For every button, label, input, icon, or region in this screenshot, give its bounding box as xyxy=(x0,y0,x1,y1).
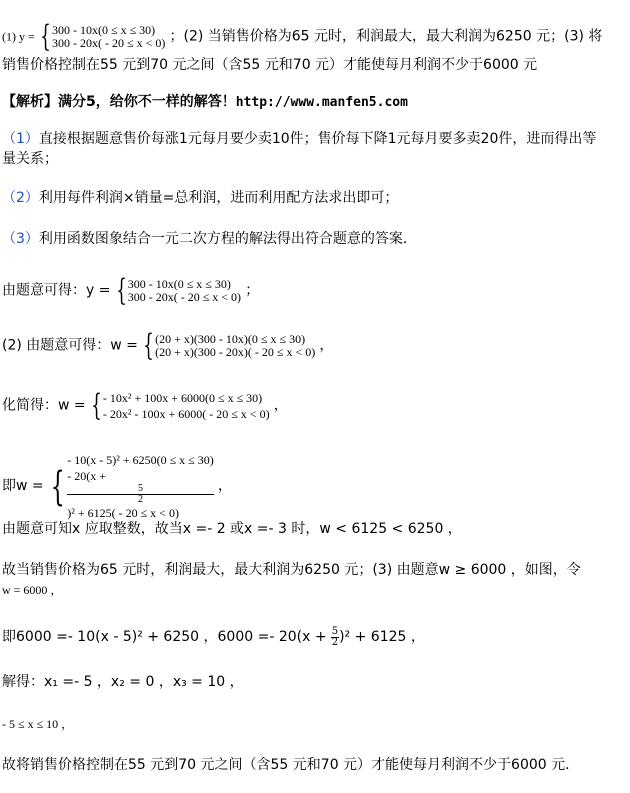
hint-number: （2） xyxy=(2,190,39,206)
case-2: 300 - 20x( - 20 ≤ x < 0) xyxy=(127,290,242,304)
step-label: 化简得：w = xyxy=(2,397,86,414)
piecewise-cases xyxy=(155,333,315,359)
left-brace: { xyxy=(115,273,127,308)
hint-text: 利用每件利润×销量=总利润，进而利用配方法求出即可； xyxy=(38,190,399,206)
answer-part1: (1) y = xyxy=(2,29,35,44)
step-end: ， xyxy=(273,397,288,414)
solution-step-3 xyxy=(2,390,288,422)
piecewise-cases xyxy=(103,390,270,422)
case-1: - 10(x - 5)² + 6250(0 ≤ x ≤ 30) xyxy=(67,453,214,467)
hint-number: （3） xyxy=(2,231,39,247)
hint-text: 直接根据题意售价每涨1元每月要少卖10件；售价每下降1元每月要多卖20件，进而得出等 xyxy=(38,131,597,147)
left-brace: { xyxy=(143,328,154,363)
step-label: 即w = xyxy=(2,478,44,494)
step-end: ； xyxy=(245,282,260,299)
case-2: 300 - 20x( - 20 ≤ x < 0) xyxy=(52,36,166,50)
hint-3 xyxy=(2,230,417,248)
hint-1-cont: 量关系； xyxy=(2,151,58,167)
left-brace: { xyxy=(50,463,65,510)
step-label: (2) 由题意可得：w = xyxy=(2,337,138,354)
hint-2 xyxy=(2,189,398,207)
step-end: ， xyxy=(319,337,334,354)
case-1: - 10x² + 100x + 6000(0 ≤ x ≤ 30) xyxy=(102,391,263,405)
fraction: $\frac{5}{2}$ xyxy=(331,626,339,648)
solution-step-1 xyxy=(2,273,260,308)
case-1: 300 - 10x(0 ≤ x ≤ 30) xyxy=(127,277,231,291)
site-url: http://www.manfen5.com xyxy=(235,95,408,110)
solution-step-9: - 5 ≤ x ≤ 10 ， xyxy=(2,717,74,731)
solution-step-8: 解得：x₁ =- 5 ，x₂ = 0 ，x₃ = 10 ， xyxy=(2,674,244,690)
analysis-tag: 【解析】 xyxy=(2,94,58,110)
case-1: 300 - 10x(0 ≤ x ≤ 30) xyxy=(52,23,156,37)
case-2: - 20x² - 100x + 6000( - 20 ≤ x < 0) xyxy=(102,407,270,421)
solution-step-2 xyxy=(2,328,334,363)
promo-text: 满分5，给你不一样的解答！ xyxy=(58,94,236,110)
solution-step-5: 由题意可知x 应取整数，故当x =- 2 或x =- 3 时，w < 6125 < 6250 ， xyxy=(2,521,462,537)
solution-step-6: 故当销售价格为65 元时，利润最大，最大利润为6250 元；(3) 由题意w ≥ 6000 ，如图，令 xyxy=(2,562,581,578)
step-label: 由题意可得：y = xyxy=(2,282,111,299)
piecewise-cases xyxy=(128,278,241,304)
case-2: - 20(x + 5 2 )² + 6125( - 20 ≤ x < 0) xyxy=(67,468,214,521)
hint-1 xyxy=(2,130,596,148)
hint-text: 利用函数图象结合一元二次方程的解法得出符合题意的答案． xyxy=(38,231,417,247)
left-brace: { xyxy=(91,388,102,423)
hint-number: （1） xyxy=(2,131,39,147)
step-end: ， xyxy=(217,478,232,494)
equation-left: 即6000 =- 10(x - 5)² + 6250 ，6000 =- 20(x + xyxy=(2,629,327,645)
solution-step-6b: w = 6000 ， xyxy=(2,583,63,597)
case-2: (20 + x)(300 - 20x)( - 20 ≤ x < 0) xyxy=(155,345,316,359)
left-brace: { xyxy=(40,19,51,54)
piecewise-cases xyxy=(67,452,214,521)
fraction: 5 2 xyxy=(67,484,214,505)
analysis-header xyxy=(2,93,408,112)
solution-step-4 xyxy=(2,452,232,521)
solution-step-7 xyxy=(2,627,425,648)
piecewise-cases xyxy=(52,24,165,50)
answer-line-1 xyxy=(2,19,603,54)
answer-line-2: 销售价格控制在55 元到70 元之间（含55 元和70 元）才能使每月利润不少于6000 元 xyxy=(2,57,538,73)
answer-part2: ；(2) 当销售价格为65 元时，利润最大，最大利润为6250 元；(3) 将 xyxy=(169,28,603,45)
solution-conclusion: 故将销售价格控制在55 元到70 元之间（含55 元和70 元）才能使每月利润不少于6000 元． xyxy=(2,757,580,773)
equation-right: )² + 6125 ， xyxy=(339,629,425,645)
case-1: (20 + x)(300 - 10x)(0 ≤ x ≤ 30) xyxy=(155,332,306,346)
